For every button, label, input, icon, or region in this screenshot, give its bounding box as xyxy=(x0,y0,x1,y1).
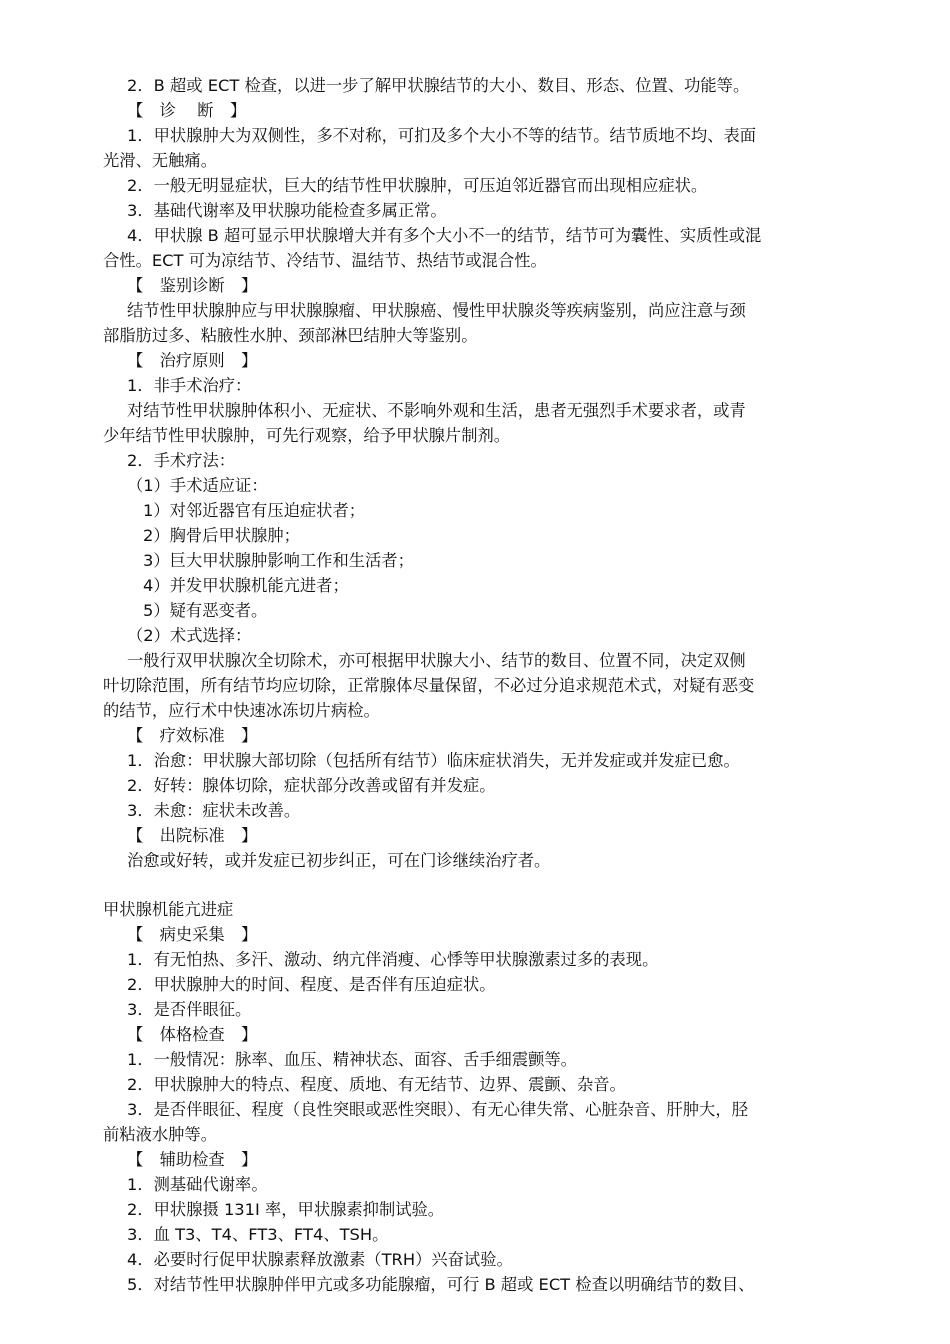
text-line: 3．基础代谢率及甲状腺功能检查多属正常。 xyxy=(127,201,447,220)
text-line: 5．对结节性甲状腺肿伴甲亢或多功能腺瘤，可行 B 超或 ECT 检查以明确结节的数目、 xyxy=(127,1275,755,1294)
text-line: 2．好转：腺体切除，症状部分改善或留有并发症。 xyxy=(127,776,496,795)
text-line: 3．血 T3、T4、FT3、FT4、TSH。 xyxy=(127,1225,389,1244)
text-line: 一般行双甲状腺次全切除术，亦可根据甲状腺大小、结节的数目、位置不同，决定双侧 xyxy=(127,651,746,670)
text-line: 1．治愈：甲状腺大部切除（包括所有结节）临床症状消失，无并发症或并发症已愈。 xyxy=(127,751,740,770)
text-line: 对结节性甲状腺肿体积小、无症状、不影响外观和生活，患者无强烈手术要求者，或青 xyxy=(127,401,746,420)
text-line: 1．一般情况：脉率、血压、精神状态、面容、舌手细震颤等。 xyxy=(127,1050,577,1069)
text-line: 2．B 超或 ECT 检查，以进一步了解甲状腺结节的大小、数目、形态、位置、功能等。 xyxy=(127,76,750,95)
text-line: 合性。ECT 可为凉结节、冷结节、温结节、热结节或混合性。 xyxy=(103,251,547,270)
text-line: 4．甲状腺 B 超可显示甲状腺增大并有多个大小不一的结节，结节可为囊性、实质性或混 xyxy=(127,226,762,245)
text-line: 3．是否伴眼征。 xyxy=(127,1000,252,1019)
text-line: 3．未愈：症状未改善。 xyxy=(127,801,301,820)
section-heading: 【 辅助检查 】 xyxy=(127,1150,258,1169)
list-item: 4）并发甲状腺机能亢进者； xyxy=(143,576,349,595)
text-line: 结节性甲状腺肿应与甲状腺腺瘤、甲状腺癌、慢性甲状腺炎等疾病鉴别，尚应注意与颈 xyxy=(127,301,746,320)
list-item: 3）巨大甲状腺肿影响工作和生活者； xyxy=(143,551,414,570)
text-line: 3．是否伴眼征、程度（良性突眼或恶性突眼）、有无心律失常、心脏杂音、肝肿大，胫 xyxy=(127,1100,748,1119)
section-heading: 【 病史采集 】 xyxy=(127,925,258,944)
text-line: 2．甲状腺肿大的特点、程度、质地、有无结节、边界、震颤、杂音。 xyxy=(127,1075,626,1094)
text-line: 4．必要时行促甲状腺素释放激素（TRH）兴奋试验。 xyxy=(127,1250,513,1269)
section-heading: 【 疗效标准 】 xyxy=(127,726,258,745)
chapter-title: 甲状腺机能亢进症 xyxy=(103,900,234,919)
list-item: 2）胸骨后甲状腺肿； xyxy=(143,526,300,545)
text-line: 的结节，应行术中快速冰冻切片病检。 xyxy=(103,701,380,720)
text-line: 2．手术疗法： xyxy=(127,451,236,470)
text-line: （2）术式选择： xyxy=(127,626,252,645)
section-heading: 【 治疗原则 】 xyxy=(127,351,258,370)
section-heading: 【 体格检查 】 xyxy=(127,1025,258,1044)
list-item: 1）对邻近器官有压迫症状者； xyxy=(143,501,366,520)
section-heading: 【 鉴别诊断 】 xyxy=(127,276,258,295)
text-line: 部脂肪过多、粘腋性水肿、颈部淋巴结肿大等鉴别。 xyxy=(103,326,478,345)
text-line: （1）手术适应证： xyxy=(127,476,268,495)
text-line: 光滑、无触痛。 xyxy=(103,151,217,170)
text-line: 少年结节性甲状腺肿，可先行观察，给予甲状腺片制剂。 xyxy=(103,426,511,445)
section-heading: 【 诊 断 】 xyxy=(127,101,247,120)
section-heading: 【 出院标准 】 xyxy=(127,826,258,845)
text-line: 1．测基础代谢率。 xyxy=(127,1175,268,1194)
text-line: 1．非手术治疗： xyxy=(127,376,252,395)
text-line: 叶切除范围，所有结节均应切除，正常腺体尽量保留，不必过分追求规范术式，对疑有恶变 xyxy=(103,676,755,695)
text-line: 前粘液水肿等。 xyxy=(103,1125,217,1144)
text-line: 2．甲状腺摄 131I 率，甲状腺素抑制试验。 xyxy=(127,1200,445,1219)
text-line: 治愈或好转，或并发症已初步纠正，可在门诊继续治疗者。 xyxy=(127,851,551,870)
list-item: 5）疑有恶变者。 xyxy=(143,601,268,620)
text-line: 2．一般无明显症状，巨大的结节性甲状腺肿，可压迫邻近器官而出现相应症状。 xyxy=(127,176,708,195)
text-line: 1．甲状腺肿大为双侧性，多不对称，可扪及多个大小不等的结节。结节质地不均、表面 xyxy=(127,126,757,145)
text-line: 2．甲状腺肿大的时间、程度、是否伴有压迫症状。 xyxy=(127,975,496,994)
text-line: 1．有无怕热、多汗、激动、纳亢伴消瘦、心悸等甲状腺激素过多的表现。 xyxy=(127,950,659,969)
blank-line xyxy=(103,873,864,897)
